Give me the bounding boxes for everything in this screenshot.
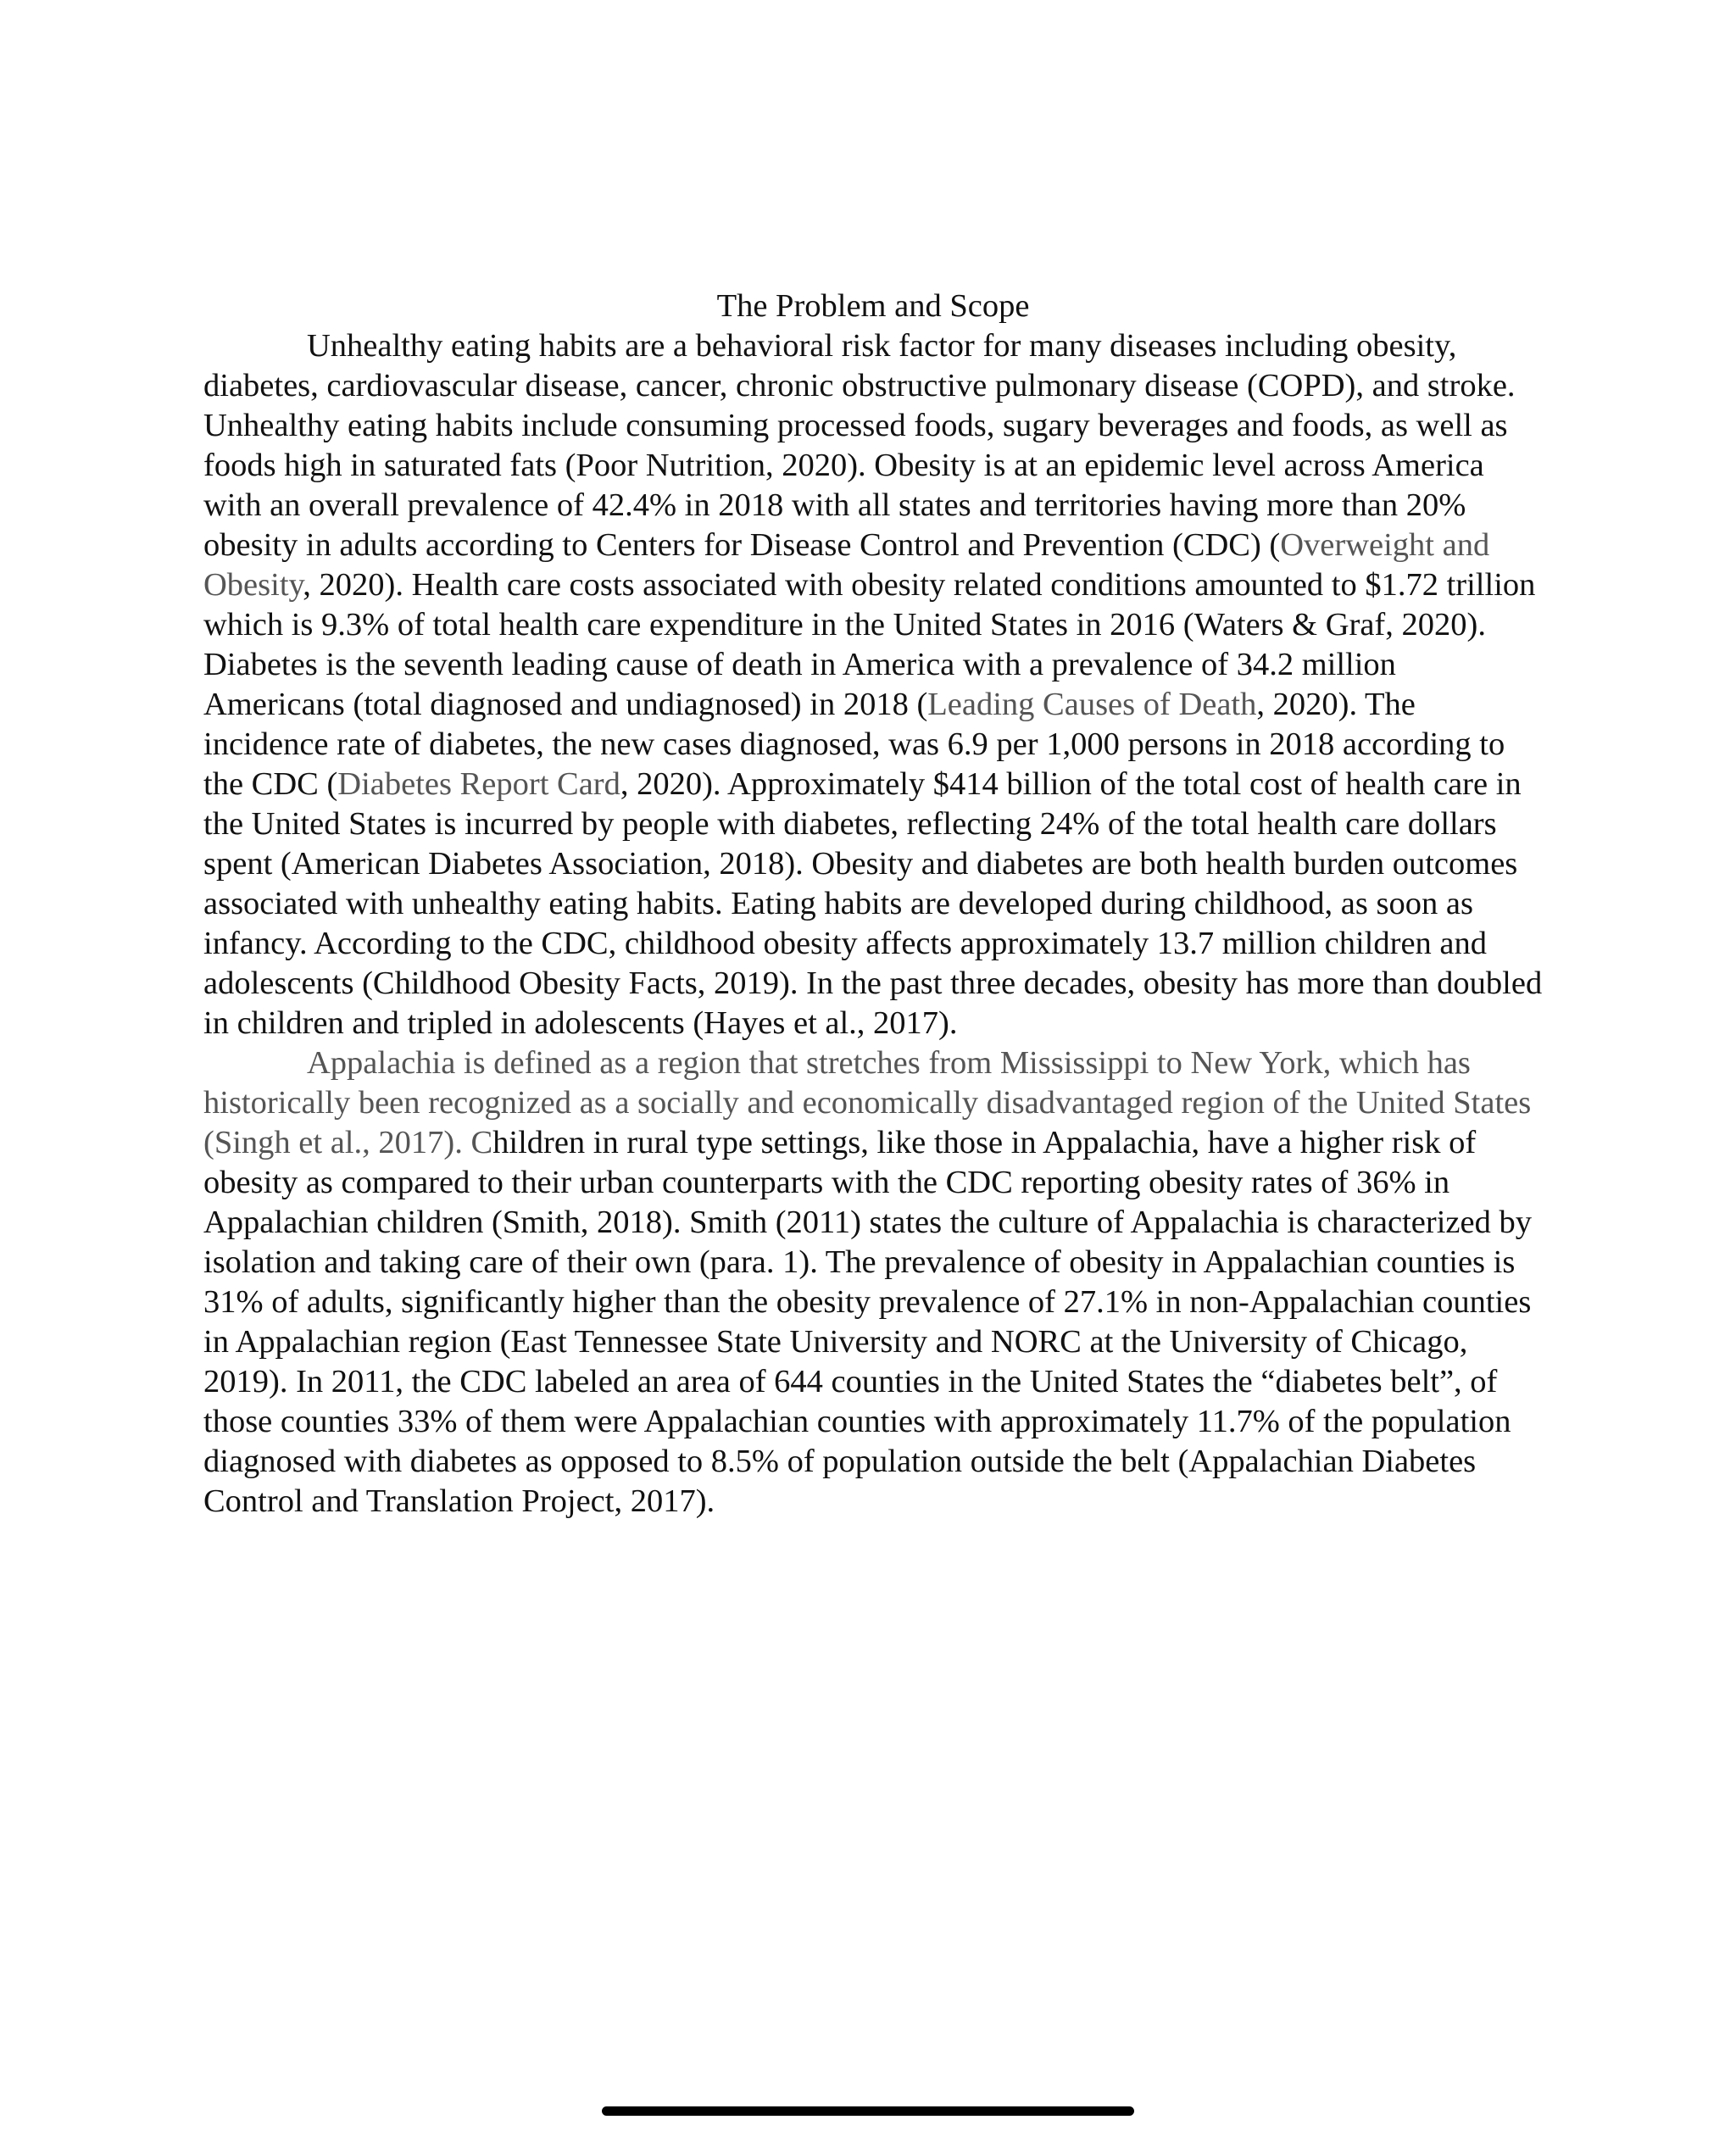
citation-link: Diabetes Report Card — [337, 766, 620, 802]
text-segment: Unhealthy eating habits are a behavioral risk factor for many diseases including obesity, diabetes, cardiovascular disease, cancer, chronic obstructive pulmonary disease (COPD), and stroke. Unhealthy eating habits include consuming processed foods, sugary beverages and foods, as well as foods high in saturated fats (Poor Nutrition, 2020). Obesity is at an epidemic level across America with an overall prevalence of 42.4% in 2018 with all states and territories having more than 20% obesity in adults according to Centers for Disease Control and Prevention (CDC) ( — [203, 328, 1516, 563]
home-indicator[interactable] — [602, 2106, 1134, 2116]
document-body — [203, 287, 1543, 1522]
text-segment: hildren in rural type settings, like those in Appalachia, have a higher risk of obesity as compared to their urban counterparts with the CDC reporting obesity rates of 36% in Appalachian children (Smith, 2018). Smith (2011) states the culture of Appalachia is characterized by isolation and taking care of their own (para. 1). The prevalence of obesity in Appalachian counties is 31% of adults, significantly higher than the obesity prevalence of 27.1% in non-Appalachian counties in Appalachian region (East Tennessee State University and NORC at the University of Chicago, 2019). In 2011, the CDC labeled an area of 644 counties in the United States the “diabetes belt”, of those counties 33% of them were Appalachian counties with approximately 11.7% of the population diagnosed with diabetes as opposed to 8.5% of population outside the belt (Appalachian Diabetes Control and Translation Project, 2017). — [203, 1125, 1532, 1519]
text-segment: , 2020). The incidence rate of diabetes, the new cases diagnosed, was 6.9 per 1,000 persons in 2018 according to the CDC ( — [203, 687, 1505, 802]
paragraph-appalachia — [203, 1043, 1543, 1522]
citation-link: Leading Causes of Death — [927, 687, 1257, 722]
page-title: The Problem and Scope — [716, 288, 1030, 324]
citation-link: Overweight and Obesity — [203, 527, 1490, 603]
paragraph-problem — [203, 326, 1543, 1043]
text-segment: , 2020). Health care costs associated with obesity related conditions amounted to $1.72 trillion which is 9.3% of total health care expenditure in the United States in 2016 (Waters & Graf, 2020). Diabetes is the seventh leading cause of death in America with a prevalence of 34.2 million Americans (total diagnosed and undiagnosed) in 2018 ( — [203, 567, 1536, 722]
text-segment: , 2020). Approximately $414 billion of the total cost of health care in the United States is incurred by people with diabetes, reflecting 24% of the total health care dollars spent (American Diabetes Association, 2018). Obesity and diabetes are both health burden outcomes associated with unhealthy eating habits. Eating habits are developed during childhood, as soon as infancy. According to the CDC, childhood obesity affects approximately 13.7 million children and adolescents (Childhood Obesity Facts, 2019). In the past three decades, obesity has more than doubled in children and tripled in adolescents (Hayes et al., 2017). — [203, 766, 1543, 1041]
citation-link: Appalachia is defined as a region that stretches from Mississippi to New York, which has historically been recognized as a socially and economically disadvantaged region of the United States (Singh et al., 2017). C — [203, 1045, 1532, 1160]
